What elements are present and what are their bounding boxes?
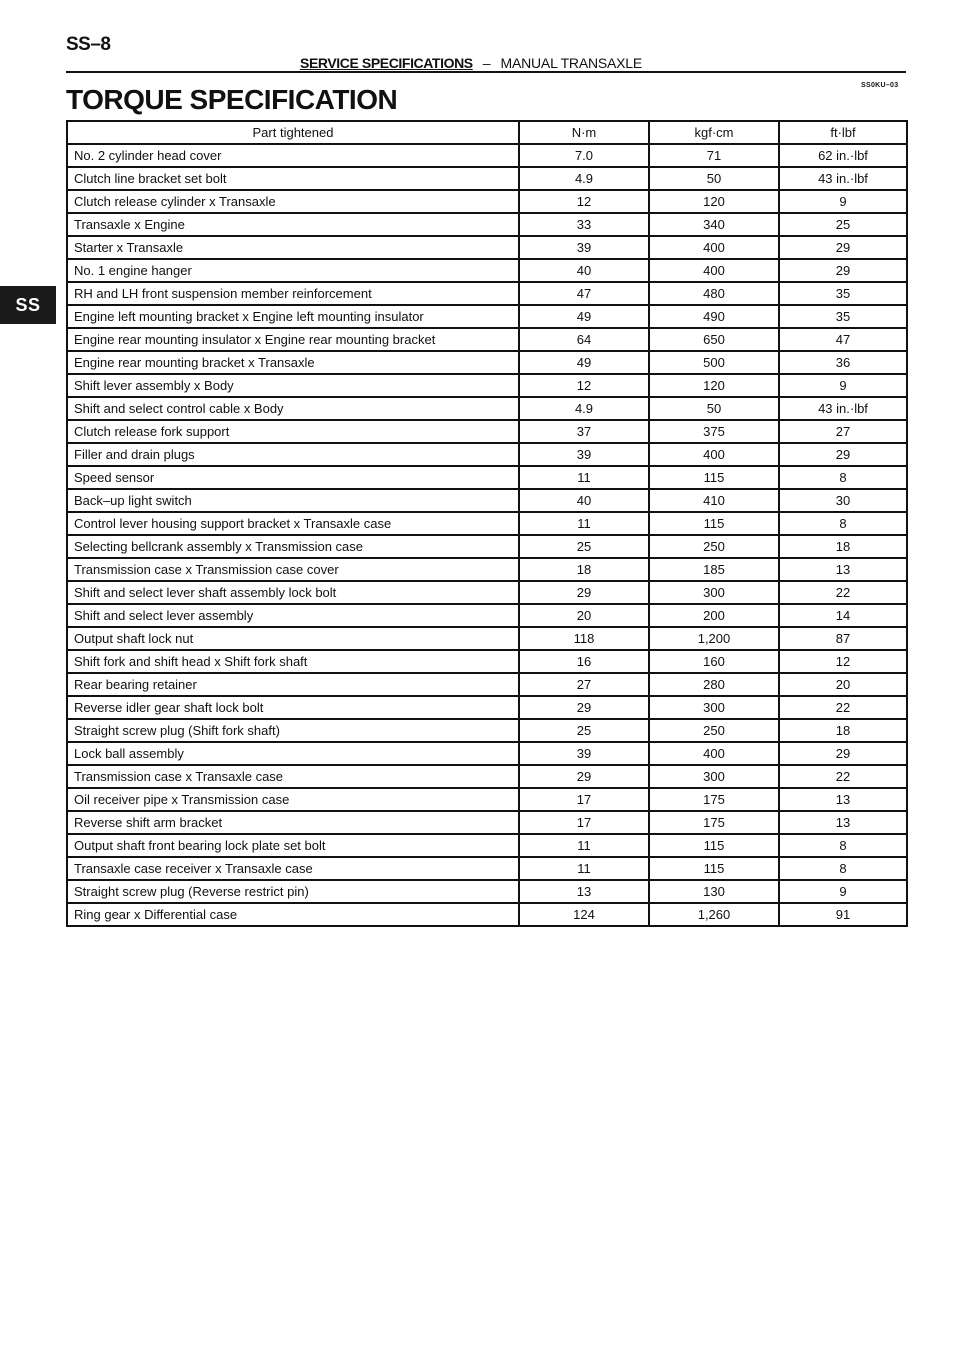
cell-kgfcm: 50 (649, 167, 779, 190)
cell-nm: 16 (519, 650, 649, 673)
table-row (67, 236, 907, 259)
cell-kgfcm: 375 (649, 420, 779, 443)
cell-ftlbf: 35 (779, 282, 907, 305)
cell-part: No. 2 cylinder head cover (67, 144, 519, 167)
cell-kgfcm: 130 (649, 880, 779, 903)
cell-nm: 20 (519, 604, 649, 627)
cell-nm: 37 (519, 420, 649, 443)
cell-part: Straight screw plug (Reverse restrict pin) (67, 880, 519, 903)
header-rule (66, 71, 906, 73)
cell-part: Speed sensor (67, 466, 519, 489)
cell-part: Starter x Transaxle (67, 236, 519, 259)
cell-part: RH and LH front suspension member reinforcement (67, 282, 519, 305)
cell-nm: 11 (519, 512, 649, 535)
cell-nm: 13 (519, 880, 649, 903)
cell-kgfcm: 115 (649, 834, 779, 857)
cell-part: Output shaft lock nut (67, 627, 519, 650)
cell-nm: 29 (519, 696, 649, 719)
cell-ftlbf: 9 (779, 190, 907, 213)
cell-kgfcm: 300 (649, 765, 779, 788)
cell-part: Shift and select lever shaft assembly lock bolt (67, 581, 519, 604)
table-row (67, 903, 907, 926)
cell-part: Reverse idler gear shaft lock bolt (67, 696, 519, 719)
cell-kgfcm: 410 (649, 489, 779, 512)
cell-ftlbf: 62 in.·lbf (779, 144, 907, 167)
cell-nm: 17 (519, 811, 649, 834)
cell-nm: 11 (519, 466, 649, 489)
cell-ftlbf: 36 (779, 351, 907, 374)
cell-kgfcm: 160 (649, 650, 779, 673)
table-row (67, 834, 907, 857)
table-row (67, 581, 907, 604)
cell-kgfcm: 120 (649, 190, 779, 213)
cell-kgfcm: 400 (649, 259, 779, 282)
page-number: SS–8 (66, 34, 111, 55)
table-row (67, 259, 907, 282)
cell-kgfcm: 250 (649, 535, 779, 558)
cell-nm: 12 (519, 374, 649, 397)
cell-nm: 4.9 (519, 397, 649, 420)
cell-kgfcm: 50 (649, 397, 779, 420)
cell-ftlbf: 87 (779, 627, 907, 650)
page-title: TORQUE SPECIFICATION (66, 84, 398, 115)
cell-nm: 39 (519, 443, 649, 466)
table-row (67, 167, 907, 190)
cell-kgfcm: 115 (649, 857, 779, 880)
cell-kgfcm: 300 (649, 696, 779, 719)
cell-ftlbf: 29 (779, 259, 907, 282)
cell-part: Shift and select control cable x Body (67, 397, 519, 420)
header-kgfcm: kgf·cm (649, 121, 779, 144)
cell-part: Engine rear mounting insulator x Engine rear mounting bracket (67, 328, 519, 351)
cell-ftlbf: 29 (779, 742, 907, 765)
cell-kgfcm: 185 (649, 558, 779, 581)
cell-ftlbf: 13 (779, 811, 907, 834)
cell-nm: 33 (519, 213, 649, 236)
cell-kgfcm: 1,260 (649, 903, 779, 926)
cell-nm: 40 (519, 489, 649, 512)
header-ftlbf: ft·lbf (779, 121, 907, 144)
table-row (67, 374, 907, 397)
cell-ftlbf: 27 (779, 420, 907, 443)
table-row (67, 604, 907, 627)
cell-nm: 118 (519, 627, 649, 650)
cell-kgfcm: 1,200 (649, 627, 779, 650)
cell-part: Transaxle case receiver x Transaxle case (67, 857, 519, 880)
cell-kgfcm: 490 (649, 305, 779, 328)
cell-nm: 11 (519, 834, 649, 857)
cell-ftlbf: 18 (779, 535, 907, 558)
table-row (67, 535, 907, 558)
cell-ftlbf: 9 (779, 374, 907, 397)
cell-kgfcm: 340 (649, 213, 779, 236)
section-title: SERVICE SPECIFICATIONS (300, 55, 473, 71)
table-row (67, 512, 907, 535)
cell-kgfcm: 400 (649, 742, 779, 765)
cell-part: Control lever housing support bracket x Transaxle case (67, 512, 519, 535)
cell-ftlbf: 22 (779, 765, 907, 788)
cell-ftlbf: 8 (779, 512, 907, 535)
cell-ftlbf: 12 (779, 650, 907, 673)
cell-kgfcm: 250 (649, 719, 779, 742)
table-row (67, 351, 907, 374)
cell-nm: 124 (519, 903, 649, 926)
cell-ftlbf: 14 (779, 604, 907, 627)
cell-kgfcm: 200 (649, 604, 779, 627)
cell-kgfcm: 175 (649, 788, 779, 811)
table-row (67, 857, 907, 880)
table-row (67, 328, 907, 351)
cell-nm: 25 (519, 535, 649, 558)
table-row (67, 466, 907, 489)
table-row (67, 673, 907, 696)
cell-ftlbf: 91 (779, 903, 907, 926)
table-row (67, 696, 907, 719)
table-header-row (67, 121, 907, 144)
cell-nm: 4.9 (519, 167, 649, 190)
cell-nm: 25 (519, 719, 649, 742)
cell-nm: 12 (519, 190, 649, 213)
cell-ftlbf: 8 (779, 834, 907, 857)
cell-nm: 29 (519, 581, 649, 604)
table-row (67, 765, 907, 788)
table-row (67, 811, 907, 834)
cell-part: Clutch release fork support (67, 420, 519, 443)
cell-part: Back–up light switch (67, 489, 519, 512)
cell-part: Clutch line bracket set bolt (67, 167, 519, 190)
table-row (67, 190, 907, 213)
table-row (67, 719, 907, 742)
table-row (67, 627, 907, 650)
cell-ftlbf: 8 (779, 466, 907, 489)
cell-part: No. 1 engine hanger (67, 259, 519, 282)
table-body (67, 144, 907, 926)
table-row (67, 420, 907, 443)
cell-ftlbf: 22 (779, 581, 907, 604)
table-row (67, 489, 907, 512)
cell-ftlbf: 25 (779, 213, 907, 236)
table-row (67, 213, 907, 236)
cell-nm: 11 (519, 857, 649, 880)
cell-part: Clutch release cylinder x Transaxle (67, 190, 519, 213)
table-row (67, 880, 907, 903)
table-row (67, 397, 907, 420)
cell-part: Engine left mounting bracket x Engine left mounting insulator (67, 305, 519, 328)
header-separator: – (482, 55, 491, 71)
subsection-title: MANUAL TRANSAXLE (500, 55, 643, 71)
cell-nm: 49 (519, 351, 649, 374)
cell-ftlbf: 43 in.·lbf (779, 167, 907, 190)
cell-kgfcm: 300 (649, 581, 779, 604)
cell-ftlbf: 8 (779, 857, 907, 880)
cell-ftlbf: 9 (779, 880, 907, 903)
cell-nm: 39 (519, 742, 649, 765)
cell-part: Shift fork and shift head x Shift fork shaft (67, 650, 519, 673)
cell-ftlbf: 18 (779, 719, 907, 742)
cell-kgfcm: 115 (649, 466, 779, 489)
table-row (67, 788, 907, 811)
reference-code: SS0KU–03 (861, 82, 899, 89)
table-row (67, 282, 907, 305)
cell-part: Ring gear x Differential case (67, 903, 519, 926)
cell-kgfcm: 175 (649, 811, 779, 834)
cell-part: Transaxle x Engine (67, 213, 519, 236)
cell-kgfcm: 400 (649, 443, 779, 466)
cell-part: Selecting bellcrank assembly x Transmission case (67, 535, 519, 558)
cell-ftlbf: 20 (779, 673, 907, 696)
cell-ftlbf: 13 (779, 788, 907, 811)
cell-nm: 47 (519, 282, 649, 305)
cell-nm: 7.0 (519, 144, 649, 167)
cell-part: Shift lever assembly x Body (67, 374, 519, 397)
cell-ftlbf: 43 in.·lbf (779, 397, 907, 420)
cell-kgfcm: 650 (649, 328, 779, 351)
torque-table (66, 120, 908, 927)
cell-ftlbf: 29 (779, 443, 907, 466)
cell-ftlbf: 13 (779, 558, 907, 581)
cell-ftlbf: 47 (779, 328, 907, 351)
table-row (67, 742, 907, 765)
cell-part: Filler and drain plugs (67, 443, 519, 466)
cell-part: Output shaft front bearing lock plate set bolt (67, 834, 519, 857)
cell-part: Rear bearing retainer (67, 673, 519, 696)
cell-part: Lock ball assembly (67, 742, 519, 765)
cell-kgfcm: 71 (649, 144, 779, 167)
header-part: Part tightened (67, 121, 519, 144)
cell-ftlbf: 30 (779, 489, 907, 512)
cell-part: Shift and select lever assembly (67, 604, 519, 627)
cell-nm: 29 (519, 765, 649, 788)
cell-part: Engine rear mounting bracket x Transaxle (67, 351, 519, 374)
cell-nm: 17 (519, 788, 649, 811)
cell-ftlbf: 22 (779, 696, 907, 719)
cell-ftlbf: 35 (779, 305, 907, 328)
cell-kgfcm: 280 (649, 673, 779, 696)
cell-kgfcm: 115 (649, 512, 779, 535)
table-row (67, 650, 907, 673)
table-row (67, 144, 907, 167)
table-row (67, 443, 907, 466)
cell-ftlbf: 29 (779, 236, 907, 259)
cell-kgfcm: 120 (649, 374, 779, 397)
cell-nm: 64 (519, 328, 649, 351)
cell-nm: 18 (519, 558, 649, 581)
cell-part: Oil receiver pipe x Transmission case (67, 788, 519, 811)
cell-kgfcm: 500 (649, 351, 779, 374)
cell-nm: 27 (519, 673, 649, 696)
table-row (67, 558, 907, 581)
header-nm: N·m (519, 121, 649, 144)
cell-kgfcm: 480 (649, 282, 779, 305)
cell-part: Straight screw plug (Shift fork shaft) (67, 719, 519, 742)
cell-nm: 40 (519, 259, 649, 282)
table-row (67, 305, 907, 328)
cell-nm: 49 (519, 305, 649, 328)
cell-part: Reverse shift arm bracket (67, 811, 519, 834)
cell-nm: 39 (519, 236, 649, 259)
running-header (300, 55, 642, 71)
section-tab: SS (0, 286, 56, 324)
cell-part: Transmission case x Transmission case cover (67, 558, 519, 581)
cell-kgfcm: 400 (649, 236, 779, 259)
cell-part: Transmission case x Transaxle case (67, 765, 519, 788)
